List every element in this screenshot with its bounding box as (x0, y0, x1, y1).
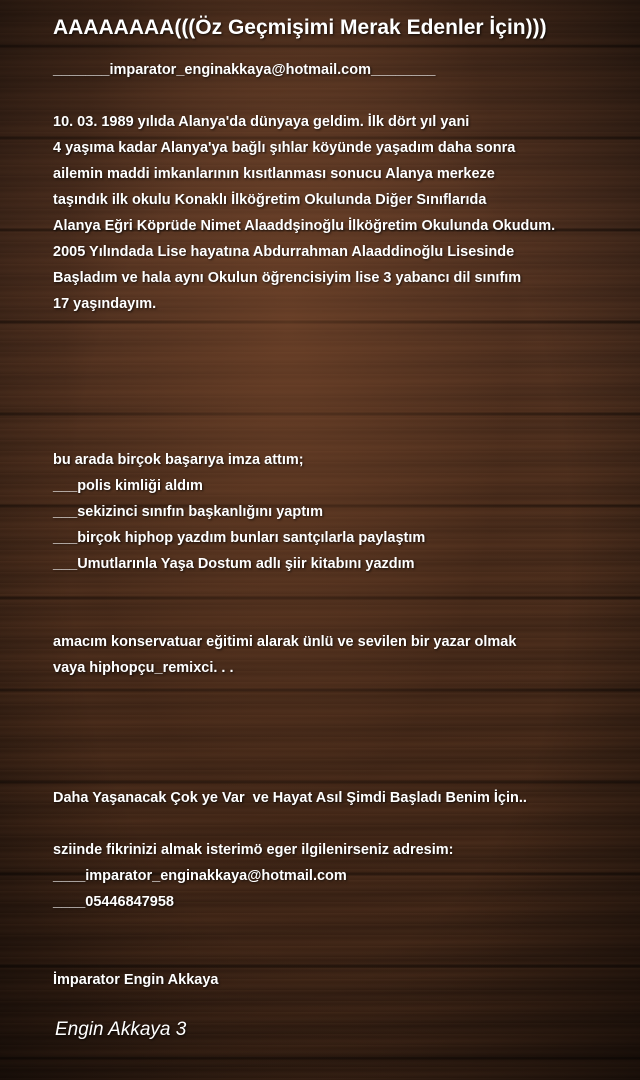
poem-line: ____imparator_enginakkaya@hotmail.com (53, 868, 347, 884)
poem-line (53, 395, 640, 421)
poem-line: sziinde fikrinizi almak isterimö eger ilgilenirseniz adresim: (53, 842, 454, 858)
poem-line: ailemin maddi imkanlarının kısıtlanması sonucu Alanya merkeze (53, 166, 495, 182)
poem-line: 2005 Yılındada Lise hayatına Abdurrahman Alaaddinoğlu Lisesinde (53, 244, 515, 260)
poem-line: Daha Yaşanacak Çok ye Var ve Hayat Asıl Şimdi Başladı Benim İçin.. (53, 790, 527, 806)
poem-line: ___polis kimliği aldım (53, 478, 203, 494)
poem-line (53, 83, 640, 109)
poem-line: Alanya Eğri Köprüde Nimet Alaaddşinoğlu İlköğretim Okulunda Okudum. (53, 218, 556, 234)
poem-line: _______imparator_enginakkaya@hotmail.com________ (53, 62, 436, 78)
poem-line (53, 577, 640, 603)
poem-line: 4 yaşıma kadar Alanya'ya bağlı şıhlar köyünde yaşadım daha sonra (53, 140, 516, 156)
poem-line: ___Umutlarınla Yaşa Dostum adlı şiir kitabını yazdım (53, 556, 415, 572)
poem-line: ___sekizinci sınıfın başkanlığını yaptım (53, 504, 323, 520)
poem-line (53, 811, 640, 837)
poem-line (53, 941, 640, 967)
poem-line (53, 343, 640, 369)
poem-line (53, 733, 640, 759)
poem-line: bu arada birçok başarıya imza attım; (53, 452, 304, 468)
poem-line (53, 759, 640, 785)
poem-line: ___birçok hiphop yazdım bunları santçılarla paylaştım (53, 530, 426, 546)
poem-line: amacım konservatuar eğitimi alarak ünlü ve sevilen bir yazar olmak (53, 634, 517, 650)
poem-line (53, 681, 640, 707)
poem-line (53, 421, 640, 447)
poem-line (53, 915, 640, 941)
poem-line: ____05446847958 (53, 894, 174, 910)
poem-line (53, 317, 640, 343)
poem-line: vaya hiphopçu_remixci. . . (53, 660, 234, 676)
poem-line: Başladım ve hala aynı Okulun öğrencisiyim lise 3 yabancı dil sınıfım (53, 270, 522, 286)
poem-line: İmparator Engin Akkaya (53, 972, 219, 988)
poem-line (53, 707, 640, 733)
poem-line (53, 369, 640, 395)
poem-body (53, 57, 640, 993)
poem-line: 17 yaşındayım. (53, 296, 157, 312)
poem-line: taşındık ilk okulu Konaklı İlköğretim Okulunda Diğer Sınıflarıda (53, 192, 487, 208)
author-signature: Engin Akkaya 3 (55, 1019, 187, 1040)
poem-line: 10. 03. 1989 yılıda Alanya'da dünyaya geldim. İlk dört yıl yani (53, 114, 470, 130)
poem-title: AAAAAAAA(((Öz Geçmişimi Merak Edenler İçin))) (53, 16, 547, 39)
poem-line (53, 603, 640, 629)
